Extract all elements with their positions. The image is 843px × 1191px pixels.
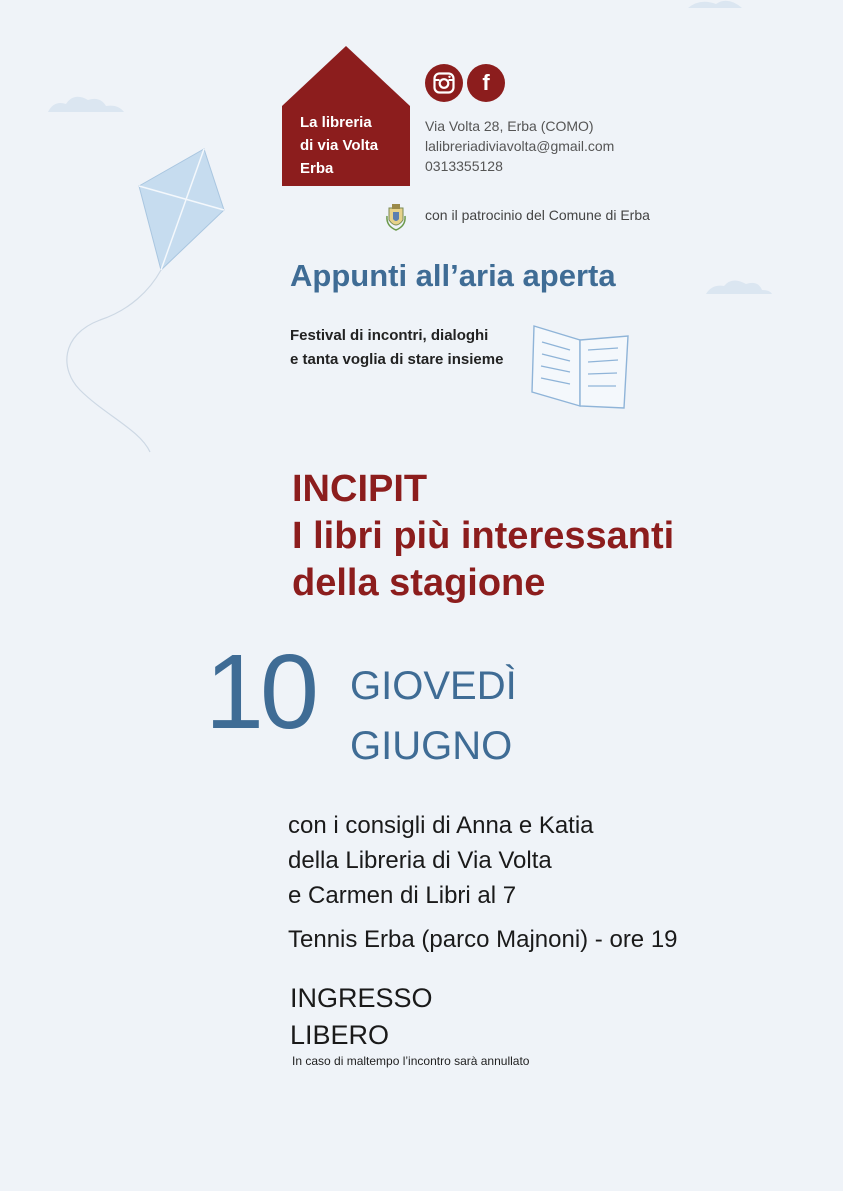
contact-info	[425, 116, 614, 176]
event-title-line: della stagione	[292, 562, 546, 604]
email-link[interactable]: lalibreriadiviavolta@gmail.com	[425, 138, 615, 154]
event-guests	[288, 808, 594, 913]
guests-line: con i consigli di Anna e Katia	[288, 812, 594, 839]
event-title-line: INCIPIT	[292, 468, 428, 510]
free-entry	[290, 980, 433, 1054]
facebook-icon: f	[482, 70, 490, 95]
logo-text	[300, 111, 405, 180]
open-book-icon	[528, 322, 632, 412]
crest-icon	[385, 202, 407, 232]
logo-line: di via Volta	[300, 137, 379, 154]
entry-line: LIBERO	[290, 1020, 390, 1050]
kite-icon	[139, 149, 224, 270]
subtitle-line: e tanta voglia di stare insieme	[290, 351, 504, 368]
logo-line: La libreria	[300, 114, 372, 131]
event-title	[292, 466, 674, 607]
cloud-icon	[48, 97, 124, 112]
patronage-text: con il patrocinio del Comune di Erba	[425, 207, 650, 223]
event-day: 10	[205, 633, 315, 751]
phone-number[interactable]: 0313355128	[425, 158, 503, 174]
event-weekday: GIOVEDÌ	[350, 664, 517, 708]
event-month: GIUGNO	[350, 724, 513, 768]
festival-subtitle	[290, 324, 503, 372]
guests-line: della Libreria di Via Volta	[288, 847, 552, 874]
instagram-icon	[433, 72, 455, 94]
guests-line: e Carmen di Libri al 7	[288, 882, 517, 909]
logo-line: Erba	[300, 160, 334, 177]
cloud-icon	[706, 280, 772, 294]
subtitle-line: Festival di incontri, dialoghi	[290, 327, 489, 344]
event-title-line: I libri più interessanti	[292, 515, 675, 557]
festival-title: Appunti all’aria aperta	[290, 258, 616, 293]
facebook-button[interactable]	[467, 64, 505, 102]
rain-note: In caso di maltempo l’incontro sarà annullato	[292, 1054, 530, 1068]
address: Via Volta 28, Erba (COMO)	[425, 118, 594, 134]
kite-string	[67, 270, 161, 452]
entry-line: INGRESSO	[290, 983, 433, 1013]
event-venue: Tennis Erba (parco Majnoni) - ore 19	[288, 926, 678, 953]
bookstore-logo	[282, 46, 410, 186]
instagram-button[interactable]	[425, 64, 463, 102]
cloud-icon	[688, 1, 742, 8]
